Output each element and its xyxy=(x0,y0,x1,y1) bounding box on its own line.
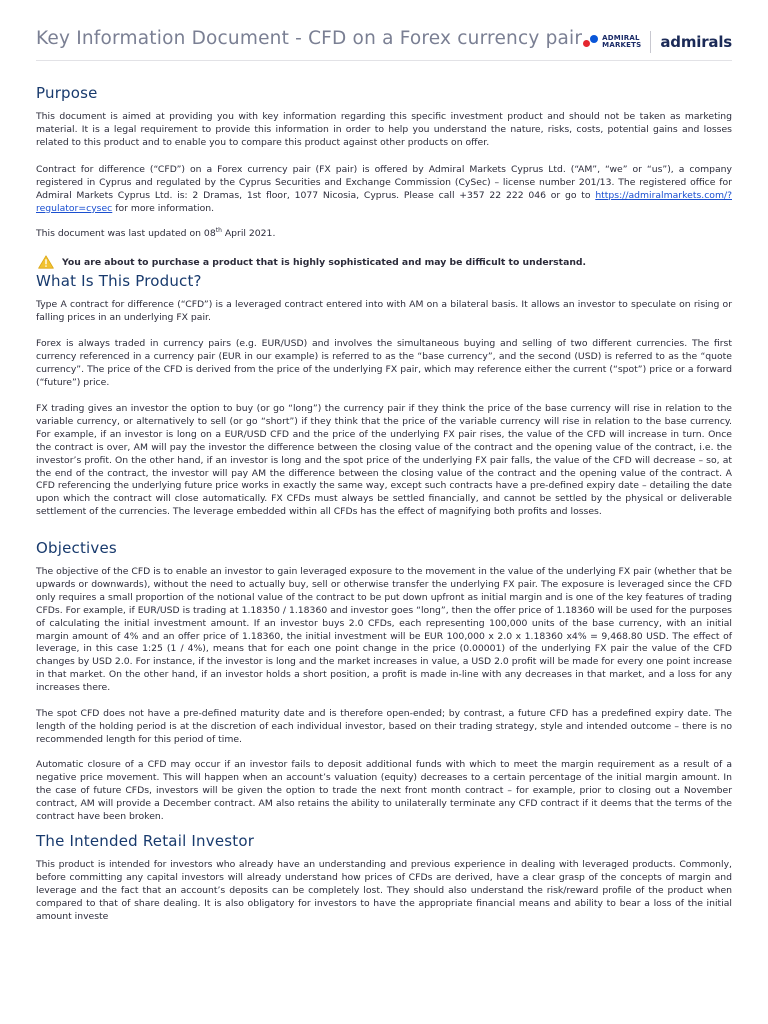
admiral-markets-logo xyxy=(583,35,641,50)
objectives-paragraph-3: Automatic closure of a CFD may occur if an investor fails to deposit additional funds with which to meet the margin requirement as a result of a negative price movement. This will happen when an account’s valuation (equity) decreases to a certain percentage of the initial margin amount. In the case of future CFDs, investors will be given the option to trade the next front month contract – for example, prior to closing out a November contract, AM will provide a December contract. AM also retains the ability to unilaterally terminate any CFD contract if it deems that the terms of the contract have been broken. xyxy=(36,759,732,822)
objectives-paragraph-1: The objective of the CFD is to enable an investor to gain leveraged exposure to the movement in the value of the underlying FX pair (whether that be upwards or downwards), without the need to actually buy, sell or otherwise transfer the underlying FX pair. The exposure is leveraged since the CFD only requires a small proportion of the notional value of the contract to be put down upfront as initial margin and is one of the key features of trading CFDs. For example, if EUR/USD is trading at 1.18350 / 1.18360 and investor goes “long”, then the offer price of 1.18360 will be used for the purposes of calculating the initial investment amount. If an investor buys 2.0 CFDs, each representing 100,000 units of the base currency, with an initial margin amount of 4% and an offer price of 1.18360, the initial investment will be EUR 100,000 x 2.0 x 1.18360 x4% = 9,468.80 USD. The effect of leverage, in this case 1:25 (1 / 4%), means that for each one point change in the price (0.00001) of the underlying FX pair the value of the CFD changes by USD 2.0. For instance, if the investor is long and the market increases in value, a USD 2.0 profit will be made for every one point increase in that market. On the other hand, if an investor holds a short position, a profit is made in-line with any decreases in that market, and a loss for any increases there. xyxy=(36,566,732,694)
logo-line-1: ADMIRAL xyxy=(602,33,640,42)
document-title: Key Information Document - CFD on a Forex currency pair xyxy=(36,28,583,49)
objectives-paragraph-2: The spot CFD does not have a pre-defined maturity date and is therefore open-ended; by contrast, a future CFD has a predefined expiry date. The length of the holding period is at the discretion of each individual investor, based on their trading strategy, style and intended outcome – there is no recommended length for this period of time. xyxy=(36,708,732,745)
product-paragraph-1: Type A contract for difference (“CFD”) is a leveraged contract entered into with AM on a bilateral basis. It allows an investor to speculate on rising or falling prices in an underlying FX pair. xyxy=(36,299,732,323)
warning-notice xyxy=(38,254,734,270)
purpose-contact-tail: for more information. xyxy=(112,202,215,214)
purpose-paragraph-1: This document is aimed at providing you with key information regarding this specific investment product and should not be taken as marketing material. It is a legal requirement to provide this information in order to help you understand the nature, risks, costs, potential gains and losses related to this product and to enable you to compare this product against other products on offer. xyxy=(36,111,732,148)
retail-paragraph-1: This product is intended for investors who already have an understanding and previous experience in dealing with leveraged products. Commonly, before committing any capital investors will already understand how prices of CFDs are derived, have a clear grasp of the concepts of margin and leverage and the fact that an account’s deposits can be completely lost. They should also understand the risk/reward profile of the product when compared to that of share dealing. It is also obligatory for investors to have the appropriate financial means and ability to bear a loss of the initial amount investe xyxy=(36,859,732,922)
logo-line-2: MARKETS xyxy=(602,41,642,49)
warning-icon xyxy=(38,255,54,269)
logo-divider xyxy=(650,31,651,53)
last-updated-text: This document was last updated on 08th April 2021. xyxy=(36,226,276,239)
warning-text: You are about to purchase a product that is highly sophisticated and may be difficult to understand. xyxy=(62,256,587,268)
section-heading-objectives: Objectives xyxy=(36,539,117,557)
product-paragraph-2: Forex is always traded in currency pairs (e.g. EUR/USD) and involves the simultaneous buying and selling of two different currencies. The first currency referenced in a currency pair (EUR in our example) is referred to as the “base currency”, and the second (USD) is referred to as the “quote currency”. The price of the CFD is derived from the price of the underlying FX pair, which may reference either the current (“spot”) price or a forward (“future”) price. xyxy=(36,338,732,388)
purpose-paragraph-2 xyxy=(36,164,732,216)
admiral-markets-dots-icon xyxy=(583,35,599,49)
brand-logos xyxy=(583,30,732,54)
document-header xyxy=(36,24,732,61)
regulator-link[interactable]: https://admiralmarkets.com/?regulator=cysec xyxy=(36,189,732,214)
product-paragraph-3: FX trading gives an investor the option to buy (or go “long”) the currency pair if they think the price of the base currency will rise in relation to the variable currency, or alternatively to sell (or go “short”) if they think that the price of the variable currency will rise in relation to the base currency. For example, if an investor is long on a EUR/USD CFD and the price of the underlying FX pair rises, the value of the CFD will increase in turn. Once the contract is over, AM will pay the investor the difference between the closing value of the contract and the opening value of the contract, i.e. the investor’s profit. On the other hand, if an investor is long and the spot price of the underlying FX pair falls, the value of the CFD will decrease – so, at the end of the contract, the investor will pay AM the difference between the closing value of the contract and the opening value of the contract. A CFD referencing the underlying future price works in exactly the same way, except such contracts have a pre-defined expiry date – detailing the date upon which the contract will close automatically. FX CFDs must always be settled financially, and cannot be settled by the physical or deliverable settlement of the currencies. The leverage embedded within all CFDs has the effect of magnifying both profits and losses. xyxy=(36,403,732,518)
section-heading-purpose: Purpose xyxy=(36,84,98,102)
section-heading-retail-investor: The Intended Retail Investor xyxy=(36,832,255,850)
section-heading-product: What Is This Product? xyxy=(36,272,202,290)
purpose-contact-text: Contract for difference (“CFD”) on a Forex currency pair (FX pair) is offered by Admiral Markets Cyprus Ltd. (“AM”, “we” or “us”), a company registered in Cyprus and regulated by the Cyprus Securities and Exchange Commission (CySec) – license number 201/13. The registered office for Admiral Markets Cyprus Ltd. is: 2 Dramas, 1st floor, 1077 Nicosia, Cyprus. Please call +357 22 222 046 or go to xyxy=(36,164,732,201)
admirals-logo: admirals xyxy=(660,33,732,51)
